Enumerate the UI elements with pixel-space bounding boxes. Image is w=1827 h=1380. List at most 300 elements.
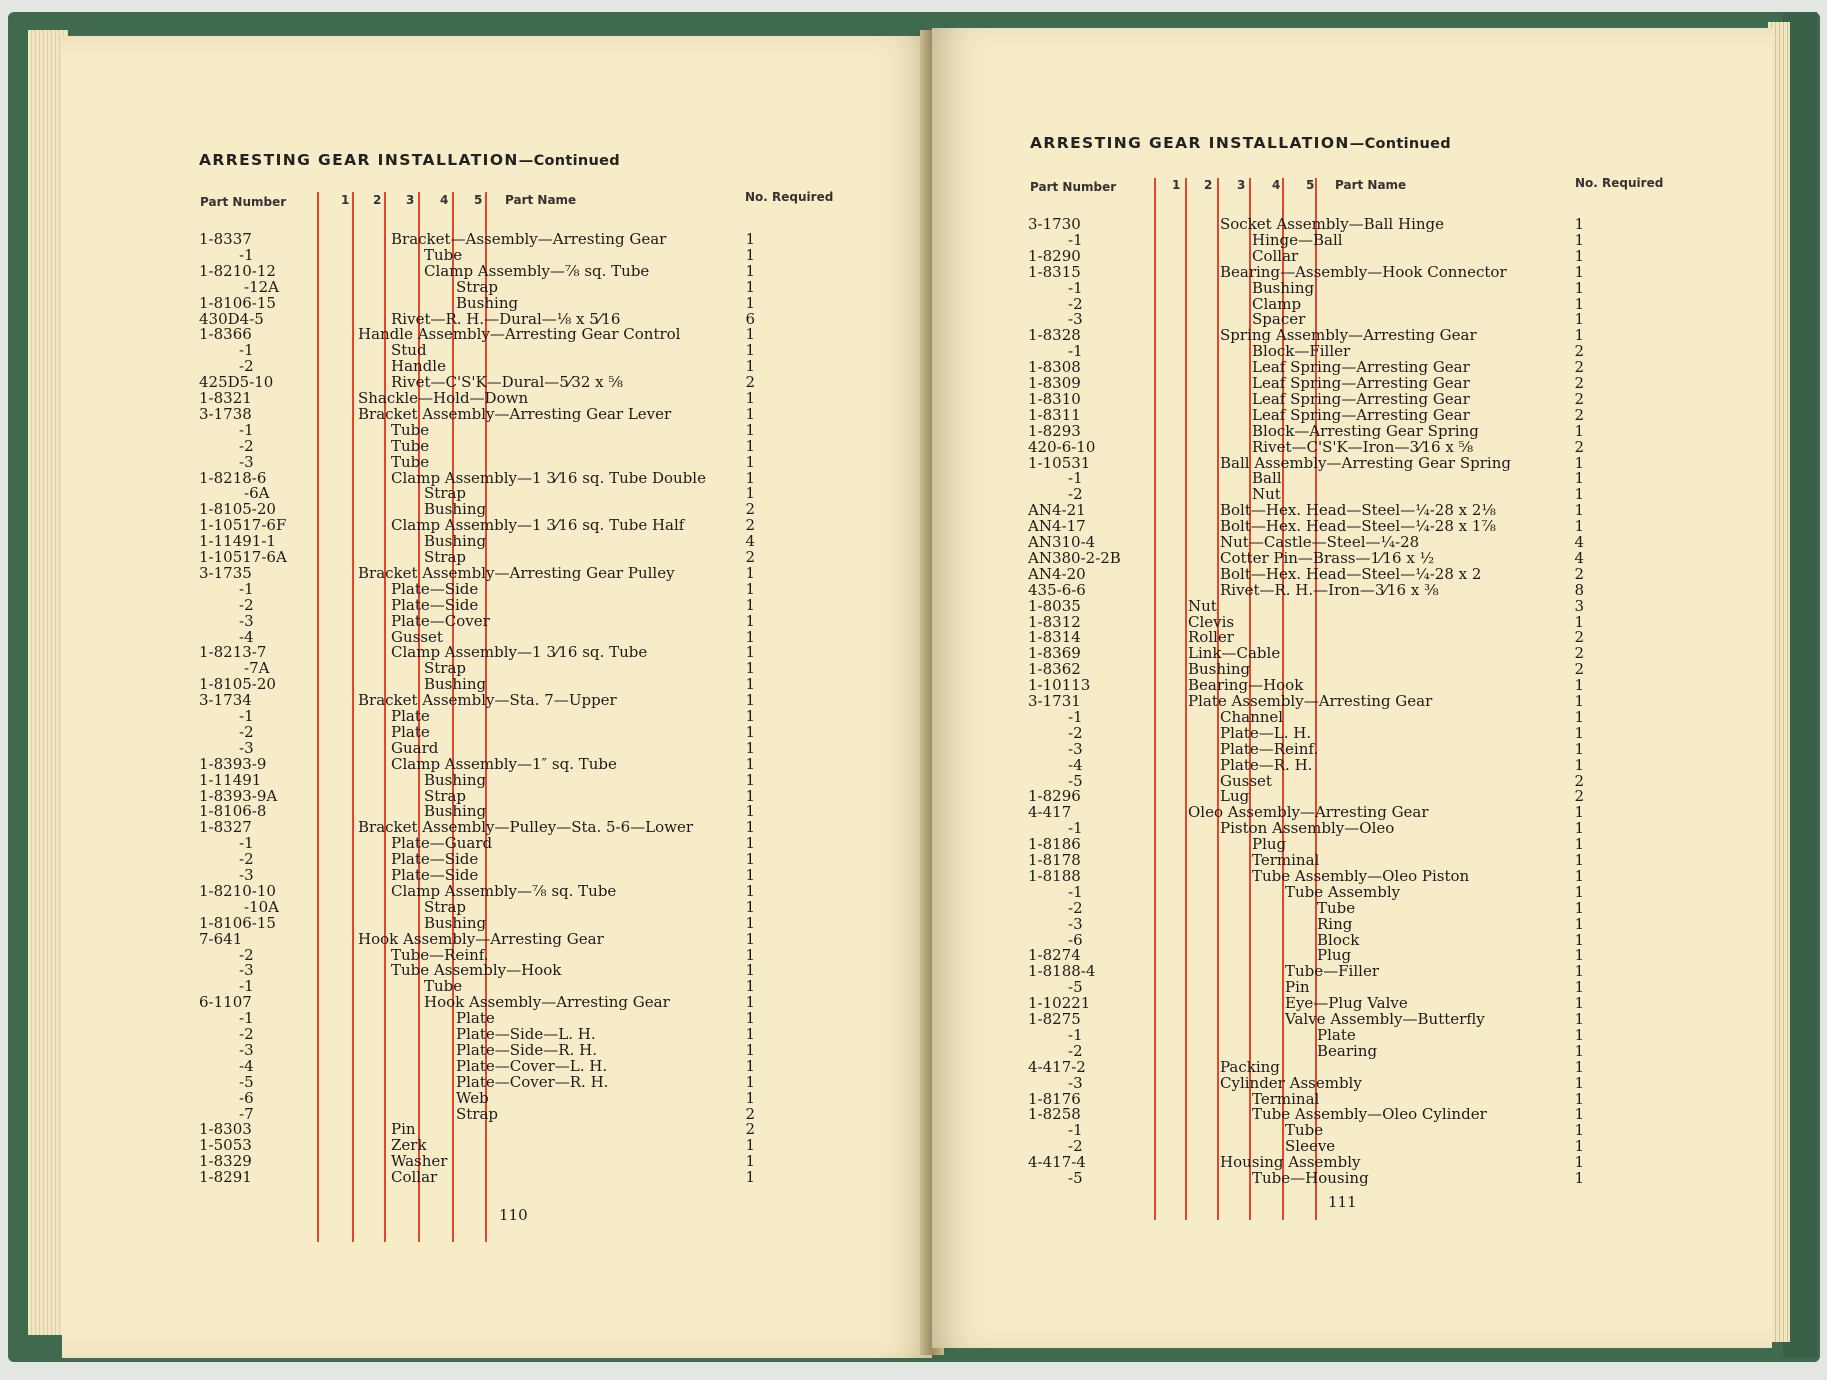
- part-number: 1-11491: [199, 770, 262, 789]
- part-name: Zerk: [391, 1136, 427, 1155]
- table-row: [932, 788, 1772, 804]
- part-number: 3-1731: [1028, 692, 1081, 710]
- table-row: [932, 1138, 1772, 1154]
- quantity-required: 1: [745, 389, 755, 407]
- quantity-required: 2: [745, 1120, 755, 1139]
- quantity-required: 2: [1574, 405, 1584, 424]
- quantity-required: 1: [745, 802, 755, 821]
- left-col-part-number: Part Number: [200, 195, 287, 209]
- table-row: [62, 978, 932, 994]
- quantity-required: 1: [745, 659, 755, 678]
- table-row: [932, 550, 1772, 566]
- quantity-required: 1: [745, 675, 755, 694]
- part-name: Link—Cable: [1188, 644, 1281, 663]
- part-name: Piston Assembly—Oleo: [1220, 819, 1395, 838]
- part-number: 1-8327: [199, 818, 252, 837]
- table-row: [932, 248, 1772, 264]
- part-name: Bracket Assembly—Arresting Gear Lever: [358, 404, 672, 423]
- part-number: 420-6-10: [1028, 437, 1096, 456]
- quantity-required: 1: [1574, 326, 1584, 345]
- table-row: [62, 1106, 932, 1122]
- quantity-required: 8: [1574, 580, 1584, 599]
- part-name: Spring Assembly—Arresting Gear: [1220, 326, 1477, 345]
- part-name: Leaf Spring—Arresting Gear: [1252, 389, 1470, 408]
- part-number: 1-8188-4: [1028, 962, 1096, 981]
- part-number: 435-6-6: [1028, 580, 1086, 599]
- part-number: -4: [239, 627, 254, 646]
- quantity-required: 1: [745, 770, 755, 789]
- table-row: [62, 533, 932, 549]
- part-name: Plate—R. H.: [1220, 755, 1313, 774]
- part-name: Clamp Assembly—⅞ sq. Tube: [424, 261, 650, 280]
- quantity-required: 1: [745, 1152, 755, 1171]
- quantity-required: 1: [1574, 1105, 1584, 1124]
- table-row: [932, 804, 1772, 820]
- quantity-required: 1: [745, 261, 755, 280]
- quantity-required: 1: [745, 404, 755, 423]
- part-name: Bracket Assembly—Sta. 7—Upper: [358, 691, 617, 710]
- table-row: [62, 1042, 932, 1058]
- part-number: 1-8105-20: [199, 500, 276, 519]
- table-row: [932, 1106, 1772, 1122]
- part-number: 1-8369: [1028, 644, 1081, 663]
- table-row: [932, 884, 1772, 900]
- part-name: Block: [1317, 930, 1360, 949]
- part-name: Handle Assembly—Arresting Gear Control: [358, 325, 681, 344]
- quantity-required: 1: [1574, 930, 1584, 949]
- part-name: Plate Assembly—Arresting Gear: [1188, 692, 1433, 710]
- quantity-required: 1: [1574, 851, 1584, 869]
- quantity-required: 1: [1574, 1073, 1584, 1092]
- table-row: [932, 1011, 1772, 1027]
- quantity-required: 2: [1574, 771, 1584, 790]
- table-row: [932, 709, 1772, 725]
- table-row: [62, 263, 932, 279]
- quantity-required: 1: [1574, 723, 1584, 742]
- table-row: [932, 852, 1772, 868]
- quantity-required: 1: [1574, 819, 1584, 838]
- quantity-required: 1: [745, 595, 755, 614]
- part-number: 425D5-10: [199, 373, 274, 392]
- table-row: [932, 757, 1772, 773]
- part-number: 4-417-4: [1028, 1153, 1086, 1172]
- part-name: Tube: [1285, 1121, 1324, 1140]
- part-number: 6-1107: [199, 993, 252, 1012]
- part-number: 1-8308: [1028, 358, 1081, 377]
- part-number: 1-8106-15: [199, 913, 276, 932]
- part-number: -2: [239, 595, 254, 614]
- part-number: 1-8213-7: [199, 643, 267, 662]
- part-number: 1-8186: [1028, 835, 1081, 854]
- part-name: Eye—Plug Valve: [1285, 994, 1408, 1013]
- quantity-required: 1: [1574, 739, 1584, 758]
- table-row: [932, 534, 1772, 550]
- table-row: [62, 803, 932, 819]
- quantity-required: 1: [745, 707, 755, 725]
- part-number: -6: [239, 1088, 254, 1107]
- part-name: Gusset: [391, 627, 443, 646]
- right-col-5: 5: [1306, 178, 1315, 192]
- quantity-required: 2: [1574, 437, 1584, 456]
- table-row: [62, 931, 932, 947]
- part-name: Clevis: [1188, 612, 1235, 631]
- quantity-required: 1: [1574, 262, 1584, 281]
- right-heading-text: ARRESTING GEAR INSTALLATION: [1030, 134, 1350, 152]
- part-name: Plug: [1317, 946, 1352, 965]
- table-row: [62, 565, 932, 581]
- quantity-required: 1: [745, 436, 755, 455]
- quantity-required: 1: [1574, 1089, 1584, 1108]
- table-row: [62, 788, 932, 804]
- part-number: 1-8329: [199, 1152, 252, 1171]
- part-name: Packing: [1220, 1057, 1280, 1076]
- quantity-required: 1: [745, 293, 755, 312]
- part-name: Plate—Guard: [391, 834, 493, 853]
- right-heading-suffix: —Continued: [1349, 136, 1451, 152]
- part-name: Bushing: [424, 675, 487, 694]
- table-row: [62, 772, 932, 788]
- table-row: [932, 502, 1772, 518]
- table-row: [62, 851, 932, 867]
- part-number: -2: [1068, 898, 1083, 917]
- quantity-required: 1: [1574, 978, 1584, 997]
- part-number: AN4-21: [1028, 501, 1086, 520]
- part-number: 1-10113: [1028, 676, 1091, 695]
- quantity-required: 1: [745, 866, 755, 884]
- quantity-required: 2: [745, 1104, 755, 1123]
- part-name: Tube: [391, 420, 430, 439]
- quantity-required: 2: [745, 373, 755, 392]
- part-number: -6: [1068, 930, 1083, 949]
- table-row: [932, 995, 1772, 1011]
- table-row: [62, 1169, 932, 1185]
- part-number: 7-641: [199, 929, 243, 948]
- quantity-required: 1: [745, 1040, 755, 1059]
- table-row: [932, 741, 1772, 757]
- quantity-required: 2: [745, 548, 755, 566]
- right-col-no-required: No. Required: [1575, 176, 1664, 190]
- part-name: Clamp: [1252, 294, 1302, 313]
- right-col-part-name: Part Name: [1335, 178, 1407, 192]
- part-number: 1-10517-6A: [199, 548, 287, 566]
- quantity-required: 1: [1574, 866, 1584, 885]
- quantity-required: 1: [1574, 1025, 1584, 1044]
- part-name: Plate: [1317, 1025, 1356, 1044]
- table-row: [62, 1074, 932, 1090]
- table-row: [62, 1058, 932, 1074]
- table-row: [932, 470, 1772, 486]
- quantity-required: 2: [1574, 628, 1584, 647]
- table-row: [932, 1043, 1772, 1059]
- quantity-required: 1: [745, 1168, 755, 1187]
- part-number: AN4-20: [1028, 564, 1086, 583]
- quantity-required: 1: [745, 468, 755, 487]
- quantity-required: 1: [745, 452, 755, 471]
- part-name: Pin: [1285, 978, 1310, 997]
- part-number: 1-10531: [1028, 453, 1091, 472]
- part-number: 1-5053: [199, 1136, 252, 1155]
- table-row: [932, 423, 1772, 439]
- quantity-required: 1: [745, 961, 755, 980]
- part-number: -10A: [244, 897, 279, 916]
- part-name: Leaf Spring—Arresting Gear: [1252, 358, 1470, 377]
- left-heading-text: ARRESTING GEAR INSTALLATION: [199, 151, 519, 169]
- part-name: Bushing: [456, 293, 519, 312]
- part-number: 1-8303: [199, 1120, 252, 1139]
- part-number: AN310-4: [1028, 533, 1096, 551]
- table-row: [932, 820, 1772, 836]
- quantity-required: 1: [745, 643, 755, 662]
- part-name: Tube Assembly: [1285, 882, 1401, 901]
- table-row: [62, 358, 932, 374]
- part-number: -2: [1068, 1137, 1083, 1156]
- part-name: Nut: [1188, 596, 1217, 615]
- part-number: -1: [239, 341, 254, 360]
- part-name: Bracket—Assembly—Arresting Gear: [391, 230, 667, 248]
- part-number: -1: [1068, 1025, 1083, 1044]
- table-row: [932, 916, 1772, 932]
- quantity-required: 1: [745, 1072, 755, 1091]
- quantity-required: 2: [1574, 564, 1584, 583]
- part-number: -2: [1068, 723, 1083, 742]
- table-row: [932, 614, 1772, 630]
- right-col-1: 1: [1172, 178, 1181, 192]
- quantity-required: 1: [1574, 230, 1584, 249]
- part-name: Plate—Cover—L. H.: [456, 1056, 608, 1075]
- quantity-required: 1: [1574, 898, 1584, 917]
- quantity-required: 1: [745, 993, 755, 1012]
- table-row: [62, 549, 932, 565]
- quantity-required: 1: [745, 563, 755, 582]
- part-name: Strap: [456, 1104, 499, 1123]
- table-row: [932, 391, 1772, 407]
- right-page-heading: [1030, 134, 1451, 152]
- quantity-required: 1: [745, 818, 755, 837]
- part-number: 1-8105-20: [199, 675, 276, 694]
- part-name: Hinge—Ball: [1252, 230, 1343, 249]
- quantity-required: 1: [1574, 962, 1584, 981]
- part-name: Stud: [391, 341, 427, 360]
- table-row: [62, 470, 932, 486]
- part-number: 1-8274: [1028, 946, 1081, 965]
- quantity-required: 1: [1574, 1041, 1584, 1060]
- part-number: 1-8366: [199, 325, 252, 344]
- part-name: Bushing: [1252, 278, 1315, 297]
- table-row: [62, 581, 932, 597]
- quantity-required: 2: [745, 500, 755, 519]
- part-number: 1-8312: [1028, 612, 1081, 631]
- quantity-required: 1: [1574, 692, 1584, 710]
- part-name: Bushing: [424, 500, 487, 519]
- table-row: [932, 1154, 1772, 1170]
- quantity-required: 1: [745, 722, 755, 741]
- part-number: -3: [239, 1040, 254, 1059]
- part-name: Plate—Side: [391, 850, 479, 869]
- part-number: 4-417-2: [1028, 1057, 1086, 1076]
- quantity-required: 1: [745, 929, 755, 948]
- table-row: [62, 1121, 932, 1137]
- part-name: Block—Filler: [1252, 342, 1351, 361]
- table-row: [932, 773, 1772, 789]
- table-row: [62, 644, 932, 660]
- table-row: [62, 247, 932, 263]
- part-name: Bearing: [1317, 1041, 1378, 1060]
- right-col-4: 4: [1272, 178, 1281, 192]
- quantity-required: 1: [1574, 1057, 1584, 1076]
- part-number: AN4-17: [1028, 517, 1086, 536]
- part-number: -2: [1068, 1041, 1083, 1060]
- quantity-required: 1: [1574, 453, 1584, 472]
- part-number: -1: [1068, 230, 1083, 249]
- part-name: Plate—Side: [391, 579, 479, 598]
- part-number: 1-8218-6: [199, 468, 267, 487]
- part-number: -1: [239, 579, 254, 598]
- part-number: -1: [1068, 278, 1083, 297]
- part-name: Bracket Assembly—Arresting Gear Pulley: [358, 563, 675, 582]
- part-name: Valve Assembly—Butterfly: [1285, 1010, 1485, 1028]
- part-name: Strap: [424, 897, 467, 916]
- part-name: Socket Assembly—Ball Hinge: [1220, 215, 1445, 233]
- part-number: 1-8210-12: [199, 261, 276, 280]
- part-number: -2: [239, 1025, 254, 1043]
- table-row: [62, 819, 932, 835]
- part-name: Plate—Side: [391, 595, 479, 614]
- table-row: [932, 582, 1772, 598]
- part-number: 3-1734: [199, 691, 252, 710]
- quantity-required: 1: [745, 420, 755, 439]
- part-number: -1: [239, 420, 254, 439]
- part-name: Guard: [391, 738, 439, 757]
- quantity-required: 1: [745, 325, 755, 344]
- table-row: [932, 232, 1772, 248]
- table-row: [932, 280, 1772, 296]
- table-row: [932, 296, 1772, 312]
- part-number: -5: [239, 1072, 254, 1091]
- part-name: Clamp Assembly—1 3⁄16 sq. Tube Half: [391, 516, 685, 535]
- table-row: [62, 676, 932, 692]
- part-number: -3: [239, 738, 254, 757]
- part-number: 1-8309: [1028, 374, 1081, 392]
- quantity-required: 4: [1574, 548, 1584, 567]
- table-row: [932, 1091, 1772, 1107]
- part-name: Bushing: [424, 532, 487, 551]
- quantity-required: 1: [745, 1088, 755, 1107]
- table-row: [932, 629, 1772, 645]
- part-name: Plate—L. H.: [1220, 723, 1312, 742]
- left-col-no-required: No. Required: [745, 190, 834, 204]
- quantity-required: 2: [1574, 358, 1584, 377]
- table-row: [932, 661, 1772, 677]
- quantity-required: 1: [745, 611, 755, 630]
- part-number: 1-8315: [1028, 262, 1081, 281]
- part-number: -4: [1068, 755, 1083, 774]
- quantity-required: 1: [745, 977, 755, 996]
- part-number: 1-8106-8: [199, 802, 267, 821]
- table-row: [62, 835, 932, 851]
- part-name: Clamp Assembly—1 3⁄16 sq. Tube: [391, 643, 648, 662]
- part-number: -3: [1068, 310, 1083, 329]
- table-row: [932, 359, 1772, 375]
- table-row: [62, 342, 932, 358]
- part-name: Lug: [1220, 787, 1250, 806]
- part-name: Spacer: [1252, 310, 1306, 329]
- quantity-required: 1: [1574, 755, 1584, 774]
- part-name: Clamp Assembly—⅞ sq. Tube: [391, 881, 617, 900]
- part-name: Rivet—C'S'K—Iron—3⁄16 x ⅝: [1252, 437, 1474, 456]
- quantity-required: 1: [745, 277, 755, 296]
- part-number: -1: [1068, 707, 1083, 726]
- right-col-part-number: Part Number: [1030, 180, 1117, 194]
- part-name: Washer: [391, 1152, 448, 1171]
- table-row: [62, 740, 932, 756]
- quantity-required: 1: [745, 1136, 755, 1155]
- quantity-required: 2: [1574, 389, 1584, 408]
- part-name: Tube Assembly—Hook: [391, 961, 562, 980]
- left-col-5: 5: [474, 193, 483, 207]
- part-name: Leaf Spring—Arresting Gear: [1252, 405, 1470, 424]
- part-number: 1-8293: [1028, 421, 1081, 440]
- part-name: Tube: [424, 977, 463, 996]
- table-row: [932, 264, 1772, 280]
- quantity-required: 1: [745, 230, 755, 248]
- quantity-required: 1: [745, 341, 755, 360]
- part-name: Plug: [1252, 835, 1287, 854]
- quantity-required: 4: [745, 532, 755, 551]
- quantity-required: 1: [1574, 1169, 1584, 1187]
- part-number: 1-8210-10: [199, 881, 276, 900]
- left-page-heading: [199, 151, 620, 169]
- table-row: [62, 915, 932, 931]
- quantity-required: 1: [1574, 1010, 1584, 1028]
- right-col-3: 3: [1237, 178, 1246, 192]
- table-row: [932, 677, 1772, 693]
- part-name: Shackle—Hold—Down: [358, 389, 529, 407]
- table-row: [932, 455, 1772, 471]
- part-name: Strap: [456, 277, 499, 296]
- table-row: [932, 963, 1772, 979]
- table-row: [62, 374, 932, 390]
- table-row: [62, 390, 932, 406]
- left-page: [62, 36, 932, 1358]
- quantity-required: 1: [745, 881, 755, 900]
- part-number: -3: [1068, 1073, 1083, 1092]
- part-name: Clamp Assembly—1 3⁄16 sq. Tube Double: [391, 468, 706, 487]
- part-name: Hook Assembly—Arresting Gear: [424, 993, 670, 1012]
- table-row: [62, 947, 932, 963]
- part-number: -3: [239, 866, 254, 884]
- part-number: -1: [239, 834, 254, 853]
- table-row: [62, 1010, 932, 1026]
- left-col-2: 2: [373, 193, 382, 207]
- quantity-required: 1: [745, 738, 755, 757]
- part-number: 1-10221: [1028, 994, 1091, 1013]
- part-number: AN380-2-2B: [1028, 548, 1121, 567]
- table-row: [932, 486, 1772, 502]
- table-row: [932, 725, 1772, 741]
- quantity-required: 1: [745, 834, 755, 853]
- quantity-required: 2: [1574, 374, 1584, 392]
- right-page: [932, 28, 1772, 1348]
- part-number: -2: [1068, 294, 1083, 313]
- part-name: Plate: [391, 707, 430, 725]
- part-number: -3: [1068, 914, 1083, 933]
- table-row: [62, 517, 932, 533]
- part-name: Cotter Pin—Brass—1⁄16 x ½: [1220, 548, 1435, 567]
- part-number: -2: [239, 357, 254, 376]
- part-name: Strap: [424, 548, 467, 566]
- table-row: [932, 645, 1772, 661]
- table-row: [62, 279, 932, 295]
